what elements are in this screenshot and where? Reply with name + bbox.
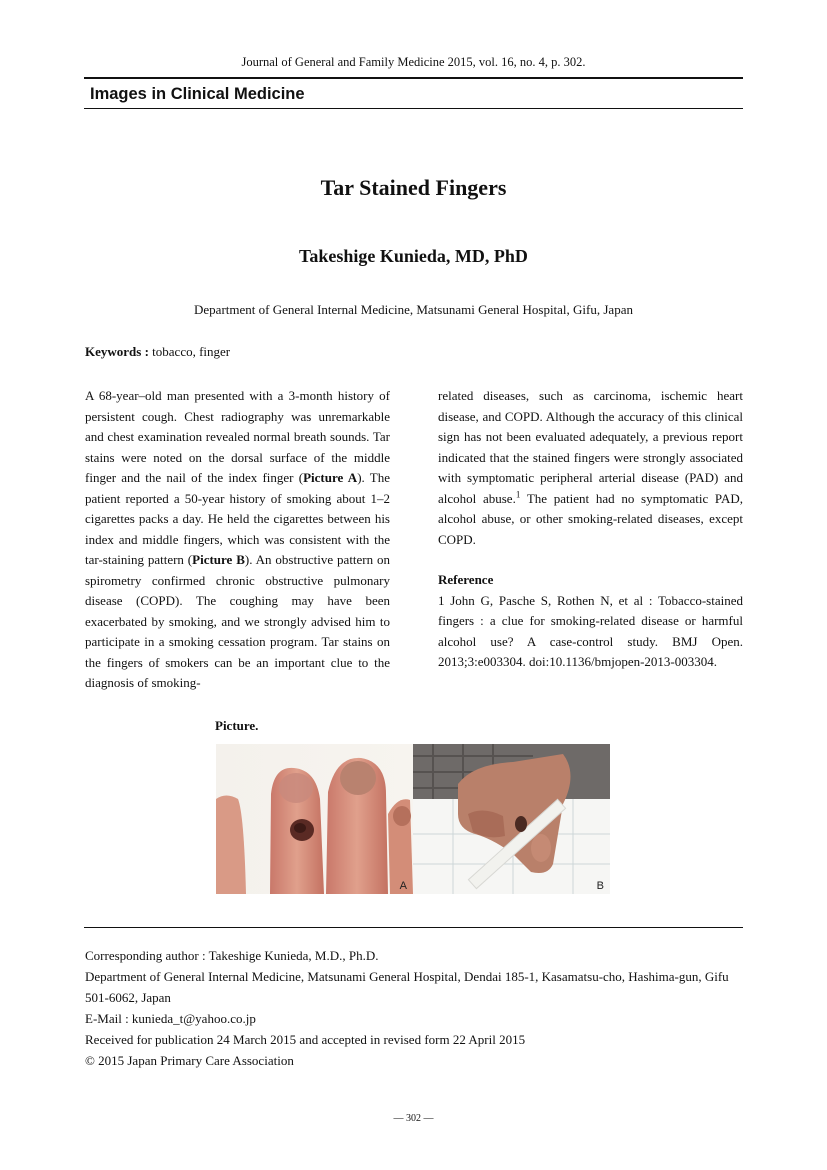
keywords <box>85 344 230 360</box>
author-email: E-Mail : kunieda_t@yahoo.co.jp <box>85 1011 256 1026</box>
clinical-figure <box>216 744 610 894</box>
fingers-photo-a <box>216 744 413 894</box>
picture-a-reference: Picture A <box>303 470 358 485</box>
fingers-photo-b <box>413 744 610 894</box>
body-text: related diseases, such as carcinoma, ischemic heart disease, and COPD. Although the accuracy of this clinical sign has not been evaluated adequately, a previous report indicated that the stained fingers were strongly associated with symptomatic peripheral arterial disease (PAD) and alcohol abuse. <box>438 388 743 506</box>
body-text: ). An obstructive pattern on spirometry confirmed chronic obstructive pulmonary disease (COPD). The coughing may have been exacerbated by smoking, and we strongly advised him to participate in a smoking cessation program. Tar stains on the fingers of smokers can be an important clue to the diagnosis of smoking- <box>85 552 391 690</box>
body-text: ). The patient reported a 50-year history of smoking about 1–2 cigarettes packs a day. He held the cigarettes between his index and middle fingers, which was consistent with the tar-staining pattern ( <box>85 470 391 567</box>
body-column-right <box>438 386 743 673</box>
reference-item: 1 John G, Pasche S, Rothen N, et al : Tobacco-stained fingers : a clue for smoking-related disease or harmful alcohol use? A case-control study. BMJ Open. 2013;3:e003304. doi:10.1136/bmjopen-2013-003304. <box>438 592 743 669</box>
footer-rule <box>84 927 743 928</box>
reference-heading: Reference <box>438 572 494 587</box>
author-affiliation: Department of General Internal Medicine, Matsunami General Hospital, Gifu, Japan <box>194 302 633 317</box>
picture-b-reference: Picture B <box>192 552 245 567</box>
copyright: © 2015 Japan Primary Care Association <box>85 1053 294 1068</box>
author-address: Department of General Internal Medicine, Matsunami General Hospital, Dendai 185-1, Kasamatsu-cho, Hashima-gun, Gifu 501-6062, Japan <box>85 969 729 1005</box>
body-text: The patient had no symptomatic PAD, alcohol abuse, or other smoking-related diseases, except COPD. <box>438 490 743 547</box>
figure-label: Picture. <box>215 718 259 733</box>
keywords-label: Keywords : <box>85 344 149 359</box>
body-text: A 68-year–old man presented with a 3-month history of persistent cough. Chest radiography was unremarkable and chest examination revealed normal breath sounds. Tar stains were noted on the dorsal surface of the middle finger and the nail of the index finger ( <box>85 388 390 485</box>
panel-a-label: A <box>399 880 407 892</box>
article-author: Takeshige Kunieda, MD, PhD <box>299 246 528 266</box>
picture-a <box>216 744 413 894</box>
article-title: Tar Stained Fingers <box>320 175 507 200</box>
body-paragraph <box>438 386 743 550</box>
correspondence-footer <box>85 945 745 1071</box>
header-rule <box>84 77 743 79</box>
section-rule <box>84 108 743 109</box>
page-number: — 302 — <box>393 1113 434 1124</box>
section-heading: Images in Clinical Medicine <box>90 85 305 103</box>
publication-dates: Received for publication 24 March 2015 and accepted in revised form 22 April 2015 <box>85 1032 526 1047</box>
keywords-text: tobacco, finger <box>148 344 231 359</box>
citation-superscript: 1 <box>515 489 521 500</box>
body-column-left <box>85 386 390 694</box>
journal-citation: Journal of General and Family Medicine 2015, vol. 16, no. 4, p. 302. <box>241 55 586 69</box>
panel-b-label: B <box>596 880 604 892</box>
picture-b <box>413 744 610 894</box>
corresponding-author: Corresponding author : Takeshige Kunieda, M.D., Ph.D. <box>85 948 379 963</box>
